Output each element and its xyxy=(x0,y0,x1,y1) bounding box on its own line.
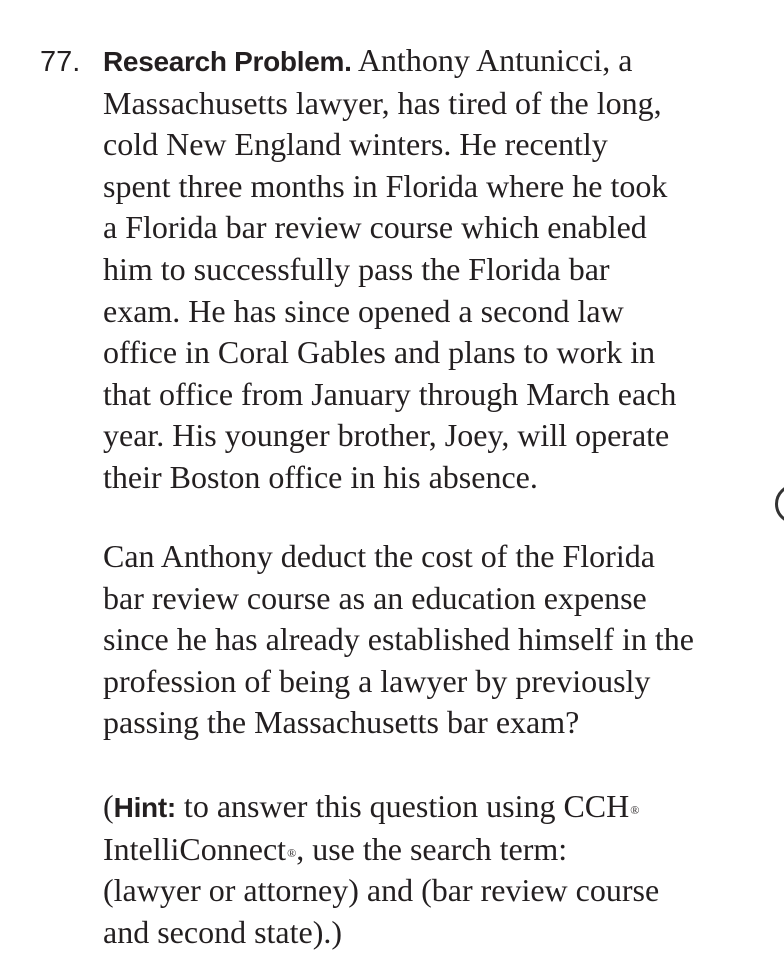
hint-open-paren: ( xyxy=(103,788,114,824)
question-line-1: Can Anthony deduct the cost of the Florida xyxy=(103,538,655,574)
question-line-5: passing the Massachusetts bar exam? xyxy=(103,704,580,741)
paragraph-1-line-8: office in Coral Gables and plans to work in xyxy=(103,334,656,371)
paragraph-1-line-3: cold New England winters. He recently xyxy=(103,126,608,163)
registered-mark: ® xyxy=(287,845,297,860)
paragraph-1-line-11: their Boston office in his absence. xyxy=(103,458,538,495)
edge-circle-icon xyxy=(775,484,784,524)
hint-line-2-rest: , use the search term: xyxy=(296,830,568,867)
paragraph-1-line-7: exam. He has since opened a second law xyxy=(103,292,624,329)
paragraph-1-line-6: him to successfully pass the Florida bar xyxy=(103,250,610,287)
paragraph-1-line-10: year. His younger brother, Joey, will operate xyxy=(103,417,670,454)
hint-line-1 xyxy=(103,786,743,829)
problem-hint xyxy=(103,786,743,953)
question-line-4: profession of being a lawyer by previously xyxy=(103,662,651,699)
hint-line-4: and second state).) xyxy=(103,913,343,950)
paragraph-line xyxy=(103,40,743,83)
hint-line-3: (lawyer or attorney) and (bar review course xyxy=(103,872,660,909)
paragraph-1-line-9: that office from January through March each xyxy=(103,375,677,412)
paragraph-1-line-4: spent three months in Florida where he took xyxy=(103,167,668,204)
paragraph-1-line-2: Massachusetts lawyer, has tired of the long, xyxy=(103,84,662,121)
paragraph-1-line-5: a Florida bar review course which enabled xyxy=(103,209,647,246)
question-line-2: bar review course as an education expense xyxy=(103,579,647,616)
hint-label: Hint: xyxy=(113,792,176,823)
hint-line-1-text: to answer this question using CCH xyxy=(175,788,630,824)
registered-mark: ® xyxy=(630,803,640,817)
problem-heading: Research Problem. xyxy=(103,46,352,77)
problem-number: 77. xyxy=(40,46,81,78)
hint-line-2-text: IntelliConnect xyxy=(103,830,287,867)
problem-paragraph-1 xyxy=(103,40,743,499)
paragraph-1-line-1: Anthony Antunicci, a xyxy=(351,42,633,78)
hint-line-2 xyxy=(103,829,743,871)
problem-question xyxy=(103,536,743,744)
question-line-3: since he has already established himself in the xyxy=(103,621,694,658)
